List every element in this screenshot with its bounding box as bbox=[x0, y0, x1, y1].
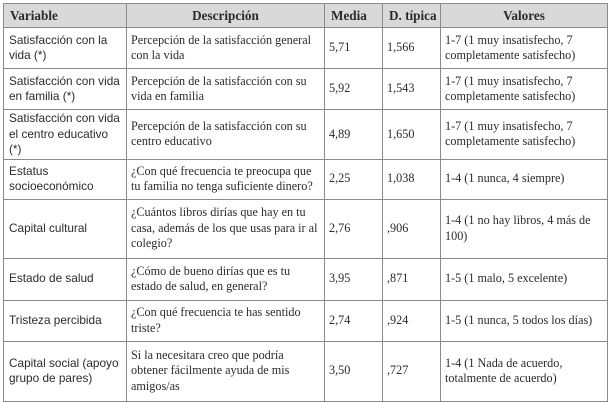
cell-dtipica: 1,650 bbox=[383, 110, 441, 160]
header-dtipica: D. típica bbox=[383, 4, 441, 28]
header-valores: Valores bbox=[441, 4, 608, 28]
cell-descripcion: ¿Con qué frecuencia te preocupa que tu familia no tenga suficiente dinero? bbox=[127, 159, 325, 199]
cell-valores: 1-4 (1 Nada de acuerdo, totalmente de acuerdo) bbox=[441, 341, 608, 401]
cell-descripcion: ¿Con qué frecuencia te has sentido triste? bbox=[127, 300, 325, 341]
cell-valores: 1-7 (1 muy insatisfecho, 7 completamente satisfecho) bbox=[441, 28, 608, 69]
table-row bbox=[4, 199, 608, 258]
cell-variable: Estatus socioeconómico bbox=[4, 159, 127, 199]
table-row bbox=[4, 28, 608, 69]
cell-descripcion: Percepción de la satisfacción con su vida en familia bbox=[127, 69, 325, 110]
cell-dtipica: ,924 bbox=[383, 300, 441, 341]
cell-media: 2,25 bbox=[325, 159, 383, 199]
header-descripcion: Descripción bbox=[127, 4, 325, 28]
cell-valores: 1-4 (1 no hay libros, 4 más de 100) bbox=[441, 199, 608, 258]
cell-variable: Capital cultural bbox=[4, 199, 127, 258]
table-row bbox=[4, 159, 608, 199]
cell-valores: 1-7 (1 muy insatisfecho, 7 completamente satisfecho) bbox=[441, 69, 608, 110]
table-row bbox=[4, 110, 608, 160]
cell-variable: Satisfacción con vida el centro educativo (*) bbox=[4, 110, 127, 160]
cell-valores: 1-4 (1 nunca, 4 siempre) bbox=[441, 159, 608, 199]
cell-descripcion: Percepción de la satisfacción general con la vida bbox=[127, 28, 325, 69]
cell-media: 2,74 bbox=[325, 300, 383, 341]
table-row bbox=[4, 341, 608, 401]
cell-dtipica: 1,038 bbox=[383, 159, 441, 199]
table-row bbox=[4, 300, 608, 341]
cell-valores: 1-7 (1 muy insatisfecho, 7 completamente satisfecho) bbox=[441, 110, 608, 160]
table-row bbox=[4, 258, 608, 300]
cell-descripcion: ¿Cuántos libros dirías que hay en tu casa, además de los que usas para ir al colegio? bbox=[127, 199, 325, 258]
header-variable: Variable bbox=[4, 4, 127, 28]
cell-dtipica: ,906 bbox=[383, 199, 441, 258]
cell-dtipica: 1,543 bbox=[383, 69, 441, 110]
cell-variable: Satisfacción con la vida (*) bbox=[4, 28, 127, 69]
cell-media: 4,89 bbox=[325, 110, 383, 160]
cell-media: 3,50 bbox=[325, 341, 383, 401]
cell-variable: Tristeza percibida bbox=[4, 300, 127, 341]
cell-variable: Capital social (apoyo grupo de pares) bbox=[4, 341, 127, 401]
cell-media: 5,92 bbox=[325, 69, 383, 110]
table-row bbox=[4, 69, 608, 110]
cell-dtipica: ,727 bbox=[383, 341, 441, 401]
cell-dtipica: ,871 bbox=[383, 258, 441, 300]
cell-descripcion: Si la necesitara creo que podría obtener fácilmente ayuda de mis amigos/as bbox=[127, 341, 325, 401]
variables-table bbox=[3, 3, 608, 402]
header-media: Media bbox=[325, 4, 383, 28]
cell-descripcion: ¿Cómo de bueno dirías que es tu estado de salud, en general? bbox=[127, 258, 325, 300]
cell-media: 2,76 bbox=[325, 199, 383, 258]
header-row bbox=[4, 4, 608, 28]
cell-variable: Satisfacción con vida en familia (*) bbox=[4, 69, 127, 110]
cell-media: 3,95 bbox=[325, 258, 383, 300]
cell-valores: 1-5 (1 malo, 5 excelente) bbox=[441, 258, 608, 300]
cell-dtipica: 1,566 bbox=[383, 28, 441, 69]
cell-descripcion: Percepción de la satisfacción con su centro educativo bbox=[127, 110, 325, 160]
cell-valores: 1-5 (1 nunca, 5 todos los días) bbox=[441, 300, 608, 341]
cell-media: 5,71 bbox=[325, 28, 383, 69]
cell-variable: Estado de salud bbox=[4, 258, 127, 300]
